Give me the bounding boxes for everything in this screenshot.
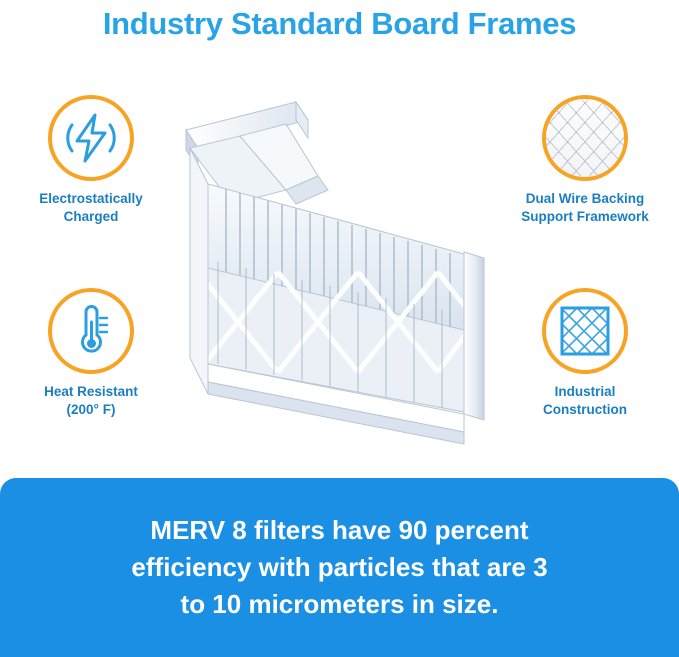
feature-electrostatically-charged	[6, 95, 176, 226]
feature-label-electrostatic	[6, 190, 176, 226]
feature-label-line1: Electrostatically	[39, 191, 143, 206]
badge-circle-heat	[48, 288, 134, 374]
banner-text	[99, 512, 579, 623]
banner-line-2: efficiency with particles that are 3	[131, 552, 548, 583]
badge-circle-industrial	[542, 288, 628, 374]
feature-label-line1: Dual Wire Backing	[525, 191, 645, 206]
feature-label-wire	[500, 190, 670, 226]
air-filter-svg	[168, 72, 498, 452]
badge-circle-electrostatic	[48, 95, 134, 181]
feature-label-line1: Industrial	[554, 384, 616, 399]
page-title: Industry Standard Board Frames	[102, 6, 577, 41]
thermometer-icon	[64, 304, 118, 358]
grid-frame-icon	[555, 301, 615, 361]
badge-circle-wire	[542, 95, 628, 181]
filter-left-rail	[190, 148, 208, 394]
feature-label-line2: Charged	[63, 209, 119, 225]
feature-label-line2: Construction	[543, 402, 627, 418]
feature-dual-wire-backing	[500, 95, 670, 226]
feature-label-line2: (200° F)	[66, 402, 116, 418]
feature-industrial-construction	[500, 288, 670, 419]
air-filter-illustration	[168, 72, 498, 452]
feature-label-line1: Heat Resistant	[44, 384, 138, 399]
banner-line-3: to 10 micrometers in size.	[180, 588, 499, 619]
merv-rating-banner	[0, 478, 679, 657]
filter-right-endcap	[464, 252, 484, 420]
feature-label-industrial	[500, 383, 670, 419]
lightning-bolt-icon	[64, 111, 118, 165]
feature-label-heat	[6, 383, 176, 419]
feature-label-line2: Support Framework	[521, 209, 649, 225]
wire-mesh-icon	[546, 99, 624, 177]
banner-line-1: MERV 8 filters have 90 percent	[150, 515, 529, 546]
feature-heat-resistant	[6, 288, 176, 419]
